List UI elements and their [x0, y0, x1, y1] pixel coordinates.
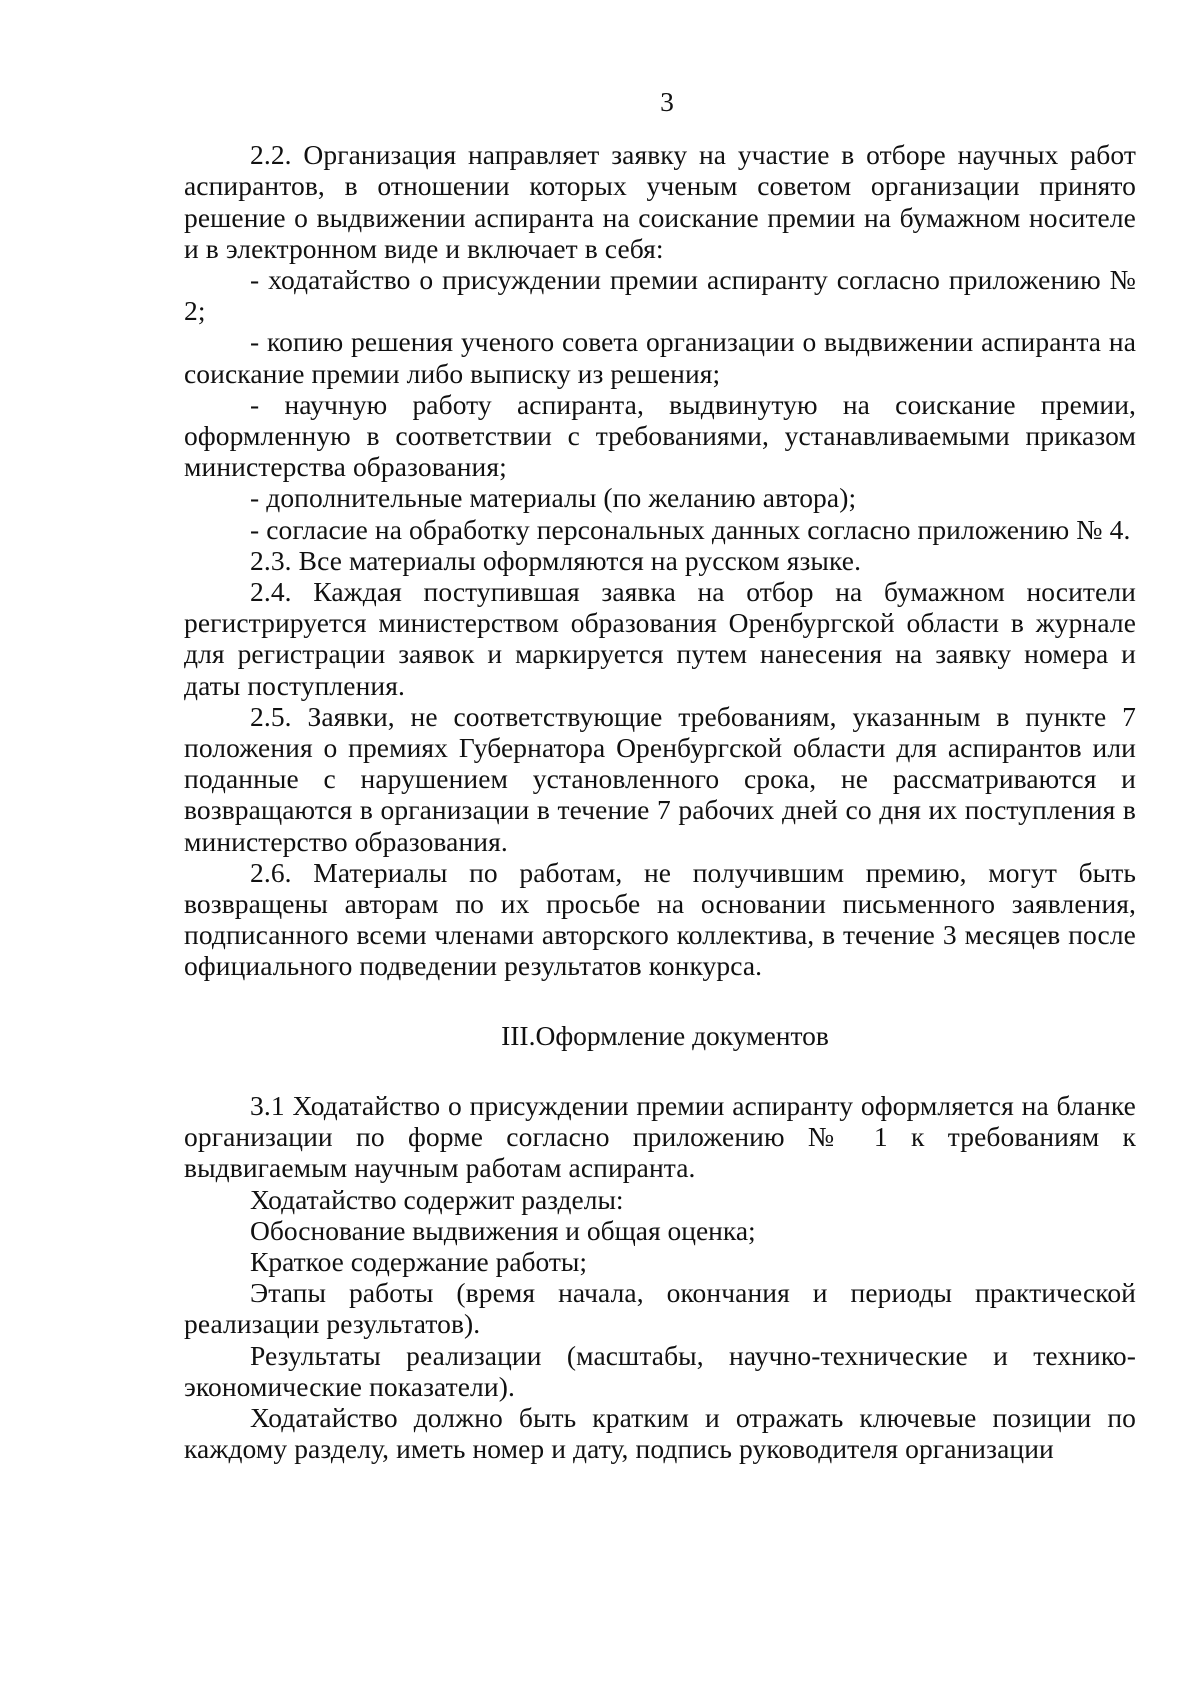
- document-page: [184, 86, 1136, 1464]
- list-item-scientific-work: - научную работу аспиранта, выдвинутую на соискание премии, оформленную в соответствии с требованиями, устанавливаемыми приказом министерства образования;: [184, 388, 1136, 483]
- paragraph-2-6: 2.6. Материалы по работам, не получившим премию, могут быть возвращены авторам по их просьбе на основании письменного заявления, подписанного всеми членами авторского коллектива, в течение 3 месяцев после официального подведении результатов конкурса.: [184, 856, 1136, 982]
- petition-requirements: Ходатайство должно быть кратким и отражать ключевые позиции по каждому разделу, иметь номер и дату, подпись руководителя организации: [184, 1401, 1136, 1465]
- petition-sections-intro: Ходатайство содержит разделы:: [250, 1183, 624, 1215]
- petition-section-stages: Этапы работы (время начала, окончания и периоды практической реализации результатов).: [184, 1277, 1136, 1340]
- page-number: 3: [660, 86, 674, 117]
- list-item-council-decision: - копию решения ученого совета организации о выдвижении аспиранта на соискание премии либо выписку из решения;: [184, 326, 1136, 389]
- petition-section-results: Результаты реализации (масштабы, научно-технические и технико-экономические показатели).: [184, 1339, 1136, 1402]
- section-title: III.Оформление документов: [501, 1019, 829, 1051]
- paragraph-2-5: 2.5. Заявки, не соответствующие требованиям, указанным в пункте 7 положения о премиях Губернатора Оренбургской области для аспирантов или поданные с нарушением установленного срока, не рассматриваются и возвращаются в организации в течение 7 рабочих дней со дня их поступления в министерство образования.: [184, 700, 1136, 857]
- petition-section-summary: Краткое содержание работы;: [250, 1245, 588, 1277]
- paragraph-2-2: 2.2. Организация направляет заявку на участие в отборе научных работ аспирантов, в отношении которых ученым советом организации принято решение о выдвижении аспиранта на соискание премии на бумажном носителе и в электронном виде и включает в себя:: [184, 139, 1136, 264]
- paragraph-2-4: 2.4. Каждая поступившая заявка на отбор на бумажном носители регистрируется министерством образования Оренбургской области в журнале для регистрации заявок и маркируется путем нанесения на заявку номера и даты поступления.: [184, 576, 1136, 701]
- petition-section-justification: Обоснование выдвижения и общая оценка;: [250, 1214, 756, 1246]
- list-item-additional-materials: - дополнительные материалы (по желанию автора);: [250, 482, 857, 514]
- paragraph-3-1: 3.1 Ходатайство о присуждении премии аспиранту оформляется на бланке организации по форме согласно приложению № 1 к требованиям к выдвигаемым научным работам аспиранта.: [184, 1089, 1136, 1184]
- paragraph-2-3: 2.3. Все материалы оформляются на русском языке.: [250, 544, 862, 576]
- list-item-personal-data-consent: - согласие на обработку персональных данных согласно приложению № 4.: [250, 513, 1131, 545]
- list-item-petition: - ходатайство о присуждении премии аспиранту согласно приложению № 2;: [184, 264, 1136, 327]
